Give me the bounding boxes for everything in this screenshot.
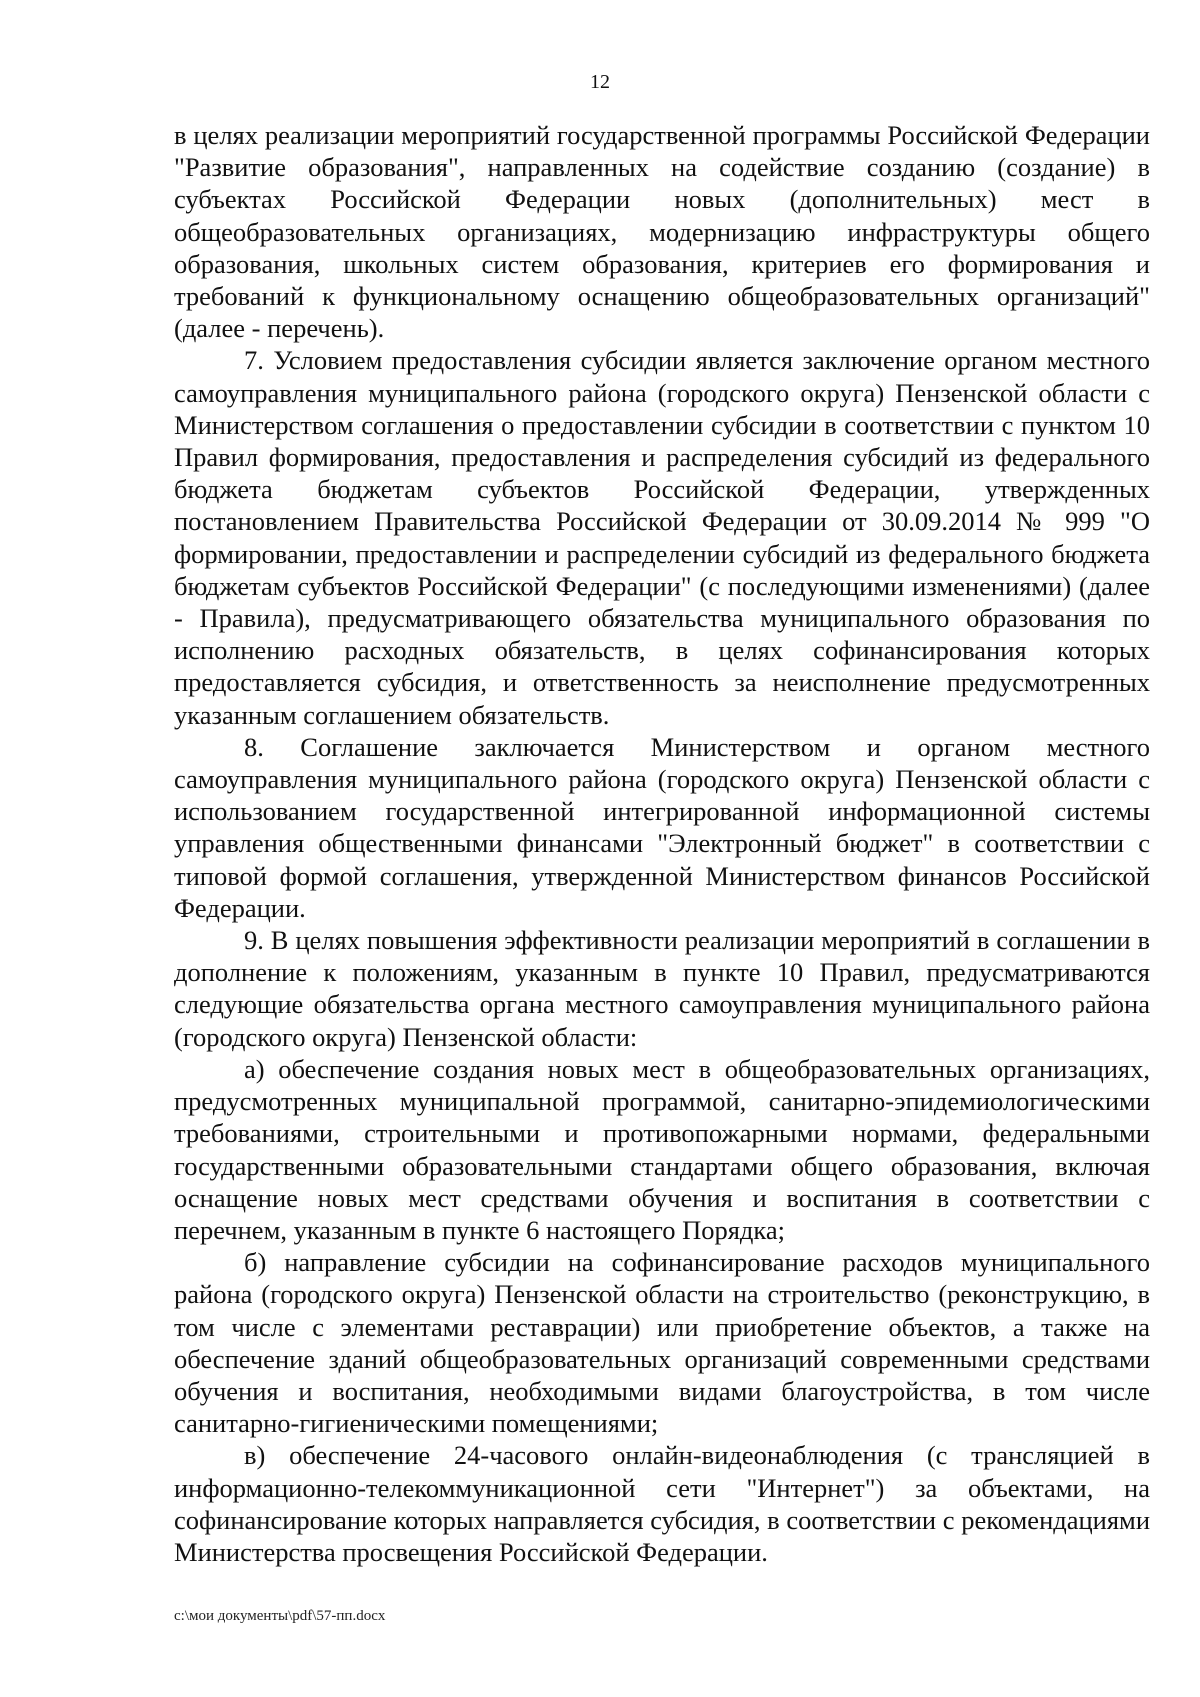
paragraph-item-7: 7. Условием предоставления субсидии является заключение органом местного самоуправления муниципального района (городского округа) Пензенской области с Министерством соглашения о предоставлении субсидии в соответствии с пунктом 10 Правил формирования, предоставления и распределения субсидий из федерального бюджета бюджетам субъектов Российской Федерации, утвержденных постановлением Правительства Российской Федерации от 30.09.2014 № 999 "О формировании, предоставлении и распределении субсидий из федерального бюджета бюджетам субъектов Российской Федерации" (с последующими изменениями) (далее - Правила), предусматривающего обязательства муниципального образования по исполнению расходных обязательств, в целях софинансирования которых предоставляется субсидия, и ответственность за неисполнение предусмотренных указанным соглашением обязательств.	[174, 345, 1150, 730]
paragraph-item-8: 8. Соглашение заключается Министерством и органом местного самоуправления муниципального района (городского округа) Пензенской области с использованием государственной интегрированной информационной системы управления общественными финансами "Электронный бюджет" в соответствии с типовой формой соглашения, утвержденной Министерством финансов Российской Федерации.	[174, 731, 1150, 923]
paragraph-item-9: 9. В целях повышения эффективности реализации мероприятий в соглашении в дополнение к положениям, указанным в пункте 10 Правил, предусматриваются следующие обязательства органа местного самоуправления муниципального района (городского округа) Пензенской области:	[174, 925, 1150, 1052]
footer-file-path: c:\мои документы\pdf\57-пп.docx	[174, 1608, 386, 1624]
paragraph-continuation: в целях реализации мероприятий государственной программы Российской Федерации "Развитие образования", направленных на содействие созданию (создание) в субъектах Российской Федерации новых (дополнительных) мест в общеобразовательных организациях, модернизацию инфраструктуры общего образования, школьных систем образования, критериев его формирования и требований к функциональному оснащению общеобразовательных организаций" (далее - перечень).	[174, 120, 1150, 344]
document-body	[174, 119, 1150, 1568]
subitem-v: в) обеспечение 24-часового онлайн-видеонаблюдения (с трансляцией в информационно-телекоммуникационной сети "Интернет") за объектами, на софинансирование которых направляется субсидия, в соответствии с рекомендациями Министерства просвещения Российской Федерации.	[174, 1440, 1150, 1567]
subitem-a: а) обеспечение создания новых мест в общеобразовательных организациях, предусмотренных муниципальной программой, санитарно-эпидемиологическими требованиями, строительными и противопожарными нормами, федеральными государственными образовательными стандартами общего образования, включая оснащение новых мест средствами обучения и воспитания в соответствии с перечнем, указанным в пункте 6 настоящего Порядка;	[174, 1053, 1150, 1245]
page-number: 12	[590, 71, 610, 93]
subitem-b: б) направление субсидии на софинансирование расходов муниципального района (городского округа) Пензенской области на строительство (реконструкцию, в том числе с элементами реставрации) или приобретение объектов, а также на обеспечение зданий общеобразовательных организаций современными средствами обучения и воспитания, необходимыми видами благоустройства, в том числе санитарно-гигиеническими помещениями;	[174, 1247, 1150, 1439]
